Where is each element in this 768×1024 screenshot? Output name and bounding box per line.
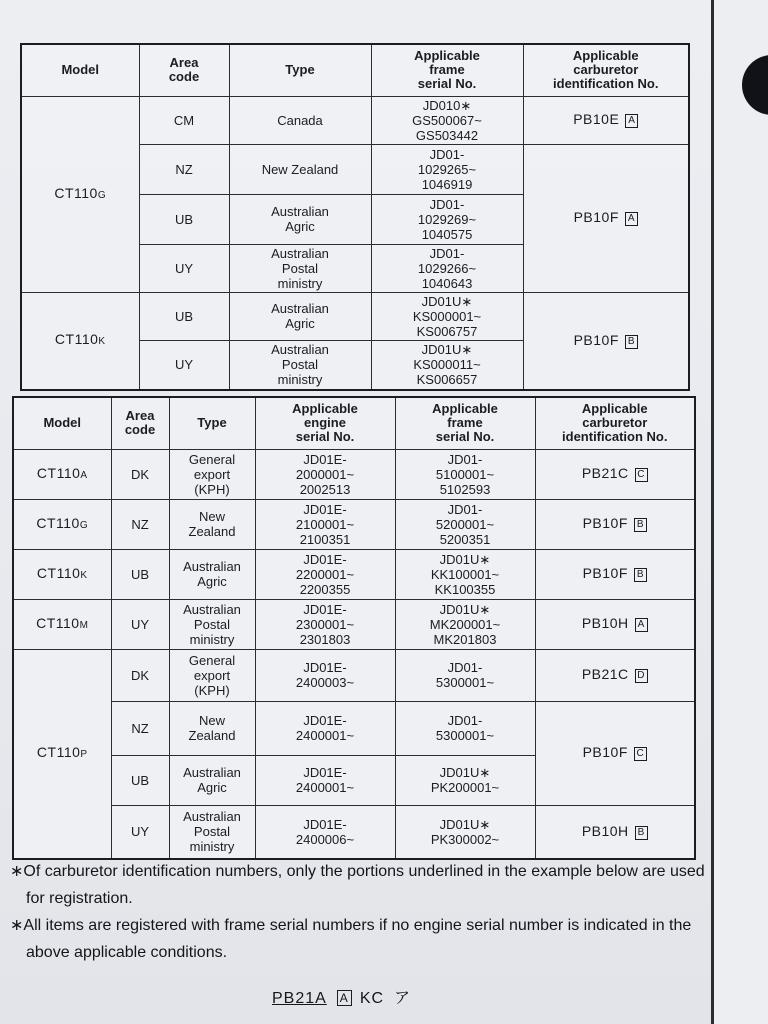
header-carburetor-id: Applicable carburetor identification No.	[535, 397, 695, 449]
example-code: PB21A	[272, 990, 327, 1007]
frame-serial-table	[20, 43, 690, 391]
frame-cell: JD01U∗ KS000001~ KS006757	[371, 292, 523, 340]
engine-cell: JD01E- 2400006~	[255, 805, 395, 859]
table-row	[13, 449, 695, 499]
type-cell: Australian Agric	[169, 549, 255, 599]
area-cell: NZ	[111, 701, 169, 755]
frame-cell: JD010∗ GS500067~ GS503442	[371, 96, 523, 144]
boxed-letter: A	[635, 618, 648, 632]
model-cell: CT110A	[13, 449, 111, 499]
model-cell: CT110M	[13, 599, 111, 649]
model-cell: CT110P	[13, 649, 111, 859]
type-cell: Australian Postal ministry	[229, 244, 371, 292]
boxed-letter: B	[635, 826, 648, 840]
header-type: Type	[229, 44, 371, 96]
type-cell: General export (KPH)	[169, 649, 255, 701]
model-cell: CT110G	[13, 499, 111, 549]
area-cell: UB	[139, 194, 229, 244]
boxed-letter: B	[634, 518, 647, 532]
boxed-letter: B	[625, 335, 638, 349]
carburetor-cell: PB10H B	[535, 805, 695, 859]
type-cell: New Zealand	[169, 499, 255, 549]
table-header-row	[21, 44, 689, 96]
carburetor-id-example	[272, 985, 411, 1008]
type-cell: Australian Postal ministry	[169, 599, 255, 649]
table-row	[13, 599, 695, 649]
footnote-carburetor: ∗Of carburetor identification numbers, only the portions underlined in the example below are used for registration.	[10, 863, 705, 907]
header-model: Model	[13, 397, 111, 449]
header-frame-serial: Applicable frame serial No.	[371, 44, 523, 96]
engine-cell: JD01E- 2000001~ 2002513	[255, 449, 395, 499]
area-cell: UB	[111, 755, 169, 805]
area-cell: UB	[139, 292, 229, 340]
header-area-code: Area code	[111, 397, 169, 449]
frame-cell: JD01- 1029265~ 1046919	[371, 144, 523, 194]
example-kana: ア	[394, 990, 412, 1007]
type-cell: Australian Agric	[169, 755, 255, 805]
header-model: Model	[21, 44, 139, 96]
type-cell: Australian Postal ministry	[229, 340, 371, 390]
table-row	[13, 499, 695, 549]
example-suffix: KC	[359, 990, 385, 1007]
area-cell: UY	[111, 599, 169, 649]
area-cell: UY	[139, 244, 229, 292]
frame-cell: JD01U∗ PK200001~	[395, 755, 535, 805]
table-row	[13, 701, 695, 755]
frame-cell: JD01- 5300001~	[395, 649, 535, 701]
boxed-letter: D	[635, 669, 648, 683]
header-type: Type	[169, 397, 255, 449]
model-cell: CT110K	[13, 549, 111, 599]
area-cell: CM	[139, 96, 229, 144]
carburetor-cell: PB10E A	[523, 96, 689, 144]
carburetor-cell: PB10F C	[535, 701, 695, 805]
carburetor-cell: PB10H A	[535, 599, 695, 649]
footnote-frame-serial: ∗All items are registered with frame serial numbers if no engine serial number is indicated in the above applicable conditions.	[10, 917, 692, 961]
area-cell: UB	[111, 549, 169, 599]
header-area-code: Area code	[139, 44, 229, 96]
frame-cell: JD01U∗ PK300002~	[395, 805, 535, 859]
area-cell: UY	[139, 340, 229, 390]
carburetor-cell: PB10F B	[523, 292, 689, 390]
area-cell: DK	[111, 449, 169, 499]
engine-cell: JD01E- 2200001~ 2200355	[255, 549, 395, 599]
frame-cell: JD01- 5300001~	[395, 701, 535, 755]
area-cell: DK	[111, 649, 169, 701]
table-row	[21, 292, 689, 340]
carburetor-cell: PB10F B	[535, 499, 695, 549]
engine-cell: JD01E- 2400003~	[255, 649, 395, 701]
table-header-row	[13, 397, 695, 449]
carburetor-cell: PB10F A	[523, 144, 689, 292]
table-row	[13, 549, 695, 599]
table-row	[13, 649, 695, 701]
footnotes	[10, 858, 710, 966]
frame-cell: JD01U∗ KK100001~ KK100355	[395, 549, 535, 599]
carburetor-cell: PB10F B	[535, 549, 695, 599]
type-cell: Australian Agric	[229, 194, 371, 244]
type-cell: Canada	[229, 96, 371, 144]
boxed-letter: A	[625, 212, 638, 226]
type-cell: General export (KPH)	[169, 449, 255, 499]
engine-cell: JD01E- 2300001~ 2301803	[255, 599, 395, 649]
area-cell: UY	[111, 805, 169, 859]
frame-cell: JD01U∗ KS000011~ KS006657	[371, 340, 523, 390]
boxed-letter: A	[625, 114, 638, 128]
frame-cell: JD01- 1029266~ 1040643	[371, 244, 523, 292]
engine-frame-serial-table	[12, 396, 696, 860]
example-boxed-letter: A	[337, 990, 352, 1006]
area-cell: NZ	[139, 144, 229, 194]
frame-cell: JD01U∗ MK200001~ MK201803	[395, 599, 535, 649]
header-frame-serial: Applicable frame serial No.	[395, 397, 535, 449]
frame-cell: JD01- 5200001~ 5200351	[395, 499, 535, 549]
header-carburetor-id: Applicable carburetor identification No.	[523, 44, 689, 96]
header-engine-serial: Applicable engine serial No.	[255, 397, 395, 449]
adjacent-page	[714, 0, 768, 1024]
carburetor-cell: PB21C C	[535, 449, 695, 499]
type-cell: Australian Postal ministry	[169, 805, 255, 859]
type-cell: Australian Agric	[229, 292, 371, 340]
engine-cell: JD01E- 2400001~	[255, 755, 395, 805]
model-cell: CT110G	[21, 96, 139, 292]
carburetor-cell: PB21C D	[535, 649, 695, 701]
frame-cell: JD01- 5100001~ 5102593	[395, 449, 535, 499]
engine-cell: JD01E- 2400001~	[255, 701, 395, 755]
type-cell: New Zealand	[229, 144, 371, 194]
engine-cell: JD01E- 2100001~ 2100351	[255, 499, 395, 549]
frame-cell: JD01- 1029269~ 1040575	[371, 194, 523, 244]
boxed-letter: C	[635, 468, 648, 482]
boxed-letter: C	[634, 747, 647, 761]
boxed-letter: B	[634, 568, 647, 582]
model-cell: CT110K	[21, 292, 139, 390]
area-cell: NZ	[111, 499, 169, 549]
table-row	[13, 805, 695, 859]
type-cell: New Zealand	[169, 701, 255, 755]
table-row	[21, 96, 689, 144]
